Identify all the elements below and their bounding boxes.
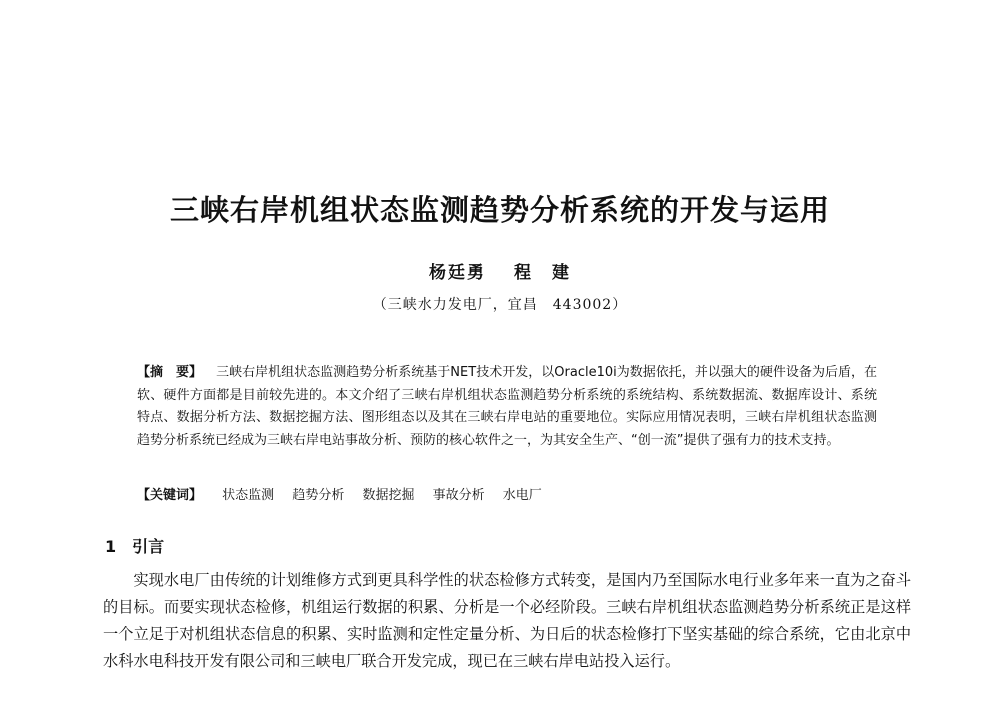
keywords-block — [137, 486, 877, 506]
keyword: 事故分析 — [432, 488, 485, 503]
keyword: 数据挖掘 — [362, 488, 415, 503]
affiliation: （三峡水力发电厂，宜昌 443002） — [372, 297, 628, 313]
keywords-label: 【关键词】 — [137, 488, 203, 503]
keyword: 状态监测 — [222, 488, 275, 503]
author-list — [0, 258, 1000, 283]
section-number: 1 — [105, 537, 117, 556]
author-name: 杨廷勇 — [429, 263, 486, 283]
abstract-label: 【摘 要】 — [137, 365, 203, 380]
section-title: 引言 — [132, 537, 165, 556]
intro-paragraph: 实现水电厂由传统的计划维修方式到更具科学性的状态检修方式转变，是国内乃至国际水电行业多年来一直为之奋斗的目标。而要实现状态检修，机组运行数据的积累、分析是一个必经阶段。三峡右岸机组状态监测趋势分析系统正是这样一个立足于对机组状态信息的积累、实时监测和定性定量分析、为日后的状态检修打下坚实基础的综合系统，它由北京中水科水电科技开发有限公司和三峡电厂联合开发完成，现已在三峡右岸电站投入运行。 — [103, 571, 911, 670]
paper-title: 三峡右岸机组状态监测趋势分析系统的开发与运用 — [169, 193, 830, 227]
author-name: 程 建 — [514, 263, 571, 283]
keyword: 水电厂 — [502, 488, 542, 503]
section-heading — [105, 534, 164, 557]
abstract-block — [137, 362, 877, 452]
abstract-text: 三峡右岸机组状态监测趋势分析系统基于NET技术开发，以Oracle10i为数据依托，并以强大的硬件设备为后盾，在软、硬件方面都是目前较先进的。本文介绍了三峡右岸机组状态监测趋势分析系统的系统结构、系统数据流、数据库设计、系统特点、数据分析方法、数据挖掘方法、图形组态以及其在三峡右岸电站的重要地位。实际应用情况表明，三峡右岸机组状态监测趋势分析系统已经成为三峡右岸电站事故分析、预防的核心软件之一，为其安全生产、“创一流”提供了强有力的技术支持。 — [137, 365, 877, 448]
keyword: 趋势分析 — [292, 488, 345, 503]
